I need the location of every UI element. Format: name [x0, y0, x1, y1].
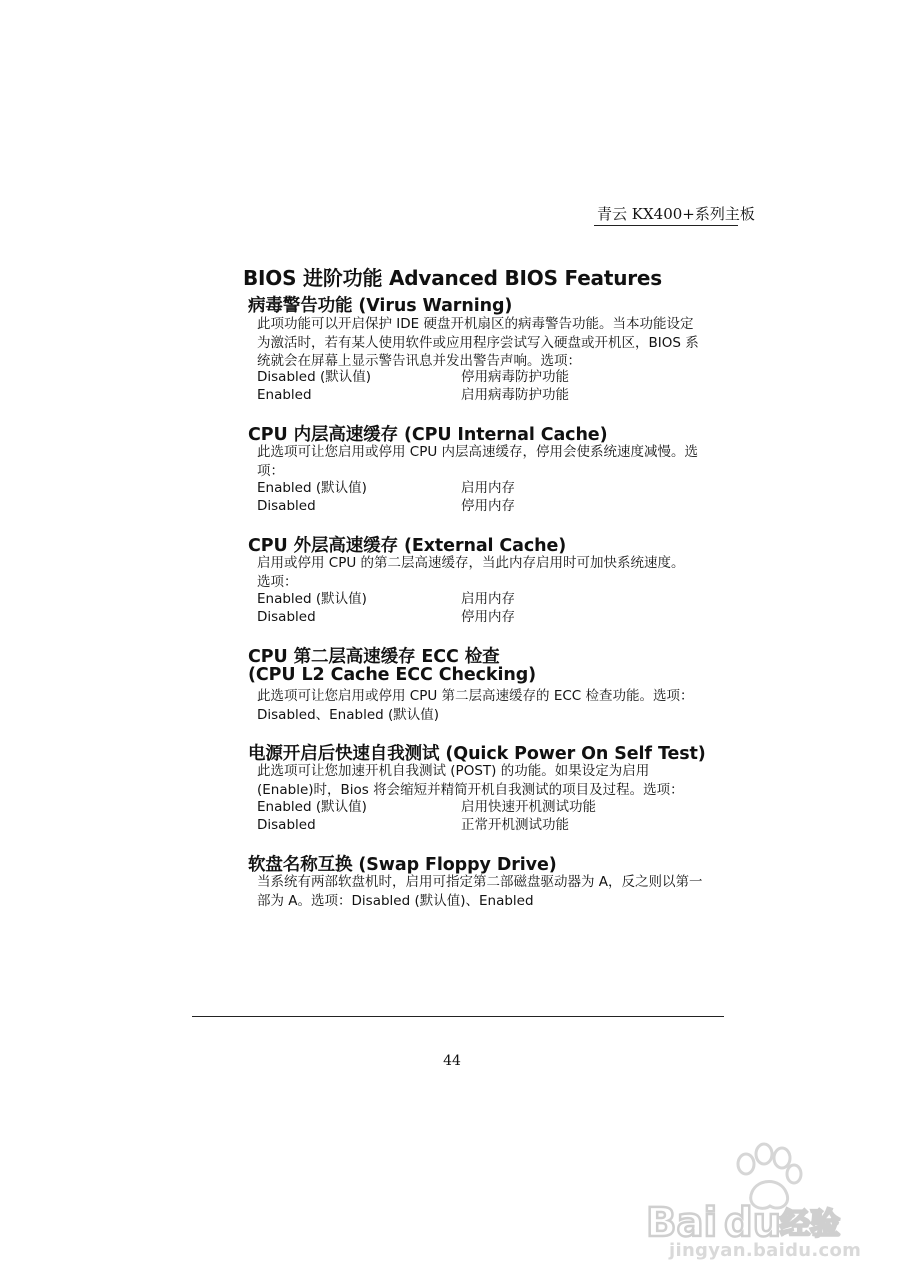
text-line: 此选项可让您加速开机自我测试 (POST) 的功能。如果设定为启用 [257, 763, 650, 779]
option-row [257, 479, 737, 497]
option-row [257, 590, 737, 608]
text-line: Disabled、Enabled (默认值) [257, 706, 440, 723]
section-text-swap-floppy [257, 873, 737, 910]
option-row [257, 608, 737, 626]
section-heading-virus-warning: 病毒警告功能 (Virus Warning) [248, 296, 513, 316]
text-line: 选项： [257, 573, 298, 590]
option-description: 停用病毒防护功能 [461, 369, 569, 385]
running-header-title: 青云 KX400+系列主板 [597, 205, 755, 223]
option-row [257, 386, 737, 404]
option-name: Disabled [257, 498, 316, 514]
section-text-quick-post [257, 762, 737, 799]
section-text-virus-warning [257, 315, 737, 371]
section-heading-quick-post: 电源开启后快速自我测试 (Quick Power On Self Test) [248, 744, 706, 764]
section-heading-cpu-internal-cache: CPU 内层高速缓存 (CPU Internal Cache) [248, 425, 608, 445]
option-row [257, 816, 737, 834]
footer-rule [192, 1016, 724, 1017]
option-name: Disabled [257, 817, 316, 833]
option-description: 启用病毒防护功能 [461, 387, 569, 403]
option-description: 启用内存 [461, 591, 515, 607]
option-name: Enabled (默认值) [257, 591, 367, 607]
text-line: 启用或停用 CPU 的第二层高速缓存，当此内存启用时可加快系统速度。 [257, 555, 685, 571]
option-name: Disabled [257, 609, 316, 625]
section-text-external-cache [257, 554, 737, 591]
section-text-l2-ecc [257, 687, 737, 724]
text-line: 此选项可让您启用或停用 CPU 第二层高速缓存的 ECC 检查功能。选项： [257, 688, 694, 704]
option-description: 停用内存 [461, 498, 515, 514]
section-heading-l2-ecc: CPU 第二层高速缓存 ECC 检查 [248, 647, 500, 667]
section-heading-l2-ecc-english: (CPU L2 Cache ECC Checking) [248, 665, 537, 685]
page-number: 44 [443, 1053, 461, 1069]
text-line: 当系统有两部软盘机时，启用可指定第二部磁盘驱动器为 A，反之则以第一 [257, 874, 703, 890]
paw-toe-shape [738, 1154, 754, 1174]
svg-text:du: du [724, 1200, 782, 1246]
option-description: 停用内存 [461, 609, 515, 625]
header-rule [594, 225, 738, 226]
section-heading-external-cache: CPU 外层高速缓存 (External Cache) [248, 536, 567, 556]
section-text-cpu-internal-cache [257, 443, 737, 480]
text-line: 项： [257, 462, 284, 479]
option-name: Enabled (默认值) [257, 799, 367, 815]
text-line: 此项功能可以开启保护 IDE 硬盘开机扇区的病毒警告功能。当本功能设定 [257, 316, 694, 332]
page-title: BIOS 进阶功能 Advanced BIOS Features [243, 266, 662, 290]
option-name: Enabled [257, 387, 312, 403]
option-name: Disabled (默认值) [257, 369, 371, 385]
watermark-brand-text: Bai [646, 1200, 718, 1246]
text-line: 此选项可让您启用或停用 CPU 内层高速缓存，停用会使系统速度减慢。选 [257, 444, 699, 460]
option-description: 正常开机测试功能 [461, 817, 569, 833]
option-row [257, 798, 737, 816]
option-row [257, 497, 737, 515]
watermark-url: jingyan.baidu.com [669, 1240, 862, 1261]
option-description: 启用内存 [461, 480, 515, 496]
section-heading-swap-floppy: 软盘名称互换 (Swap Floppy Drive) [248, 855, 557, 875]
text-line: 部为 A。选项：Disabled (默认值)、Enabled [257, 892, 534, 909]
text-line: 统就会在屏幕上显示警告讯息并发出警告声响。选项： [257, 353, 581, 369]
text-line: (Enable)时，Bios 将会缩短并精简开机自我测试的项目及过程。选项： [257, 781, 684, 798]
option-row [257, 368, 737, 386]
text-line: 为激活时，若有某人使用软件或应用程序尝试写入硬盘或开机区，BIOS 系 [257, 334, 699, 351]
option-name: Enabled (默认值) [257, 480, 367, 496]
svg-text:经验: 经验 [780, 1207, 840, 1242]
option-description: 启用快速开机测试功能 [461, 799, 596, 815]
